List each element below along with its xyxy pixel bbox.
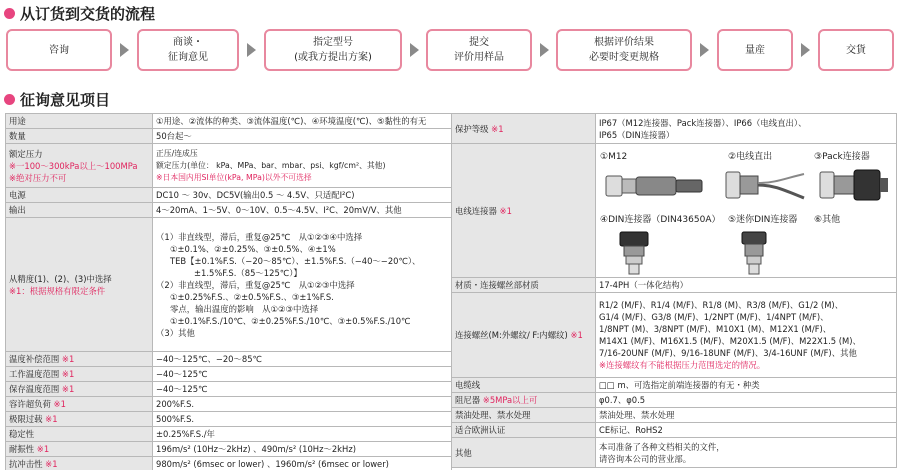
cert-value: CE标记、RoHS2 [596, 423, 897, 438]
cable-value: □□ m、可选指定前端连接器的有无・种类 [596, 378, 897, 393]
spec-row [6, 114, 452, 129]
row-protection [452, 114, 897, 144]
note-mark: ※1 [45, 414, 58, 424]
flow-step-text: 咨询 [49, 44, 69, 56]
prohibit-key: 禁油处理、禁水处理 [452, 408, 596, 423]
note-mark: ※1 [36, 444, 50, 454]
prohibit-value: 禁油处理、禁水处理 [596, 408, 897, 423]
spec-value: ±0.25%F.S./年 [153, 427, 452, 442]
bullet-dot-icon [4, 8, 15, 19]
protection-key: 保护等级 ※1 [452, 114, 596, 144]
flow-step-5 [556, 29, 692, 71]
spec-value: 4～20mA、1～5V、0～10V、0.5～4.5V、I²C、20mV/V、其他 [153, 203, 452, 218]
spec-row [6, 144, 452, 188]
spec-row [6, 412, 452, 427]
connector-key: 电线连接器 ※1 [452, 144, 596, 278]
other-key: 其他 [452, 438, 596, 468]
m12-connector-icon [604, 168, 704, 204]
flow-step-6 [717, 29, 793, 71]
spec-value: 196m/s² (10Hz～2kHz) 、490m/s² (10Hz～2kHz) [153, 442, 452, 457]
spec-key: 耐振性 ※1 [6, 442, 153, 457]
row-damper [452, 393, 897, 408]
spec-row [6, 203, 452, 218]
thread-value: R1/2 (M/F)、R1/4 (M/F)、R1/8 (M)、R3/8 (M/F)、G1/2 (M)、 G1/4 (M/F)、G3/8 (M/F)、1/2NPT (M/F)、1/4NPT (M/F)、 1/8NPT (M)、3/8NPT (M/F)、M10X1 (M)、M12X1 (M/F)、 M14X1 (M/F)、M16X1.5 (M/F)、M20X1.5 (M/F)、M22X1.5 (M)、 7/16-20UNF (M/F)、9/16-18UNF (M/F)、3/4-16UNF (M/F)、其他 ※连接螺纹有不能根据压力范围选定的情况。 [596, 293, 897, 378]
note-mark: ※1 [45, 459, 58, 469]
flow-section-title [4, 3, 155, 24]
spec-key: 极限过载 ※1 [6, 412, 153, 427]
flow-arrow-icon [540, 43, 549, 57]
flow-step-text: 提交 [469, 37, 489, 48]
spec-table-right [451, 113, 897, 468]
connector-m12-label: ①M12 [600, 151, 628, 162]
connector-din-label: ④DIN连接器（DIN43650A） [600, 214, 721, 225]
thread-note: ※连接螺纹有不能根据压力范围选定的情况。 [599, 360, 766, 370]
flow-step-text: 根据评价结果 [594, 37, 654, 48]
note-mark: ※1 [61, 354, 75, 364]
connector-cable-label: ②电线直出 [728, 151, 773, 162]
spec-key: 数量 [6, 129, 153, 144]
connector-minidin-label: ⑤迷你DIN连接器 [728, 214, 798, 225]
connector-value [596, 144, 897, 278]
flow-step-4 [426, 29, 532, 71]
spec-value: 正压/连成压 额定压力(单位： kPa、MPa、bar、mbar、psi、kgf/cm²、其他) ※日本国内用SI单位(kPa, MPa)以外不可选择 [153, 144, 452, 188]
bullet-dot-icon [4, 94, 15, 105]
key-note: ※1：根据规格有限定条件 [9, 285, 106, 296]
spec-key: 抗冲击性 ※1 [6, 457, 153, 470]
spec-key: 工作温度范围 ※1 [6, 367, 153, 382]
flow-step-text: 必要时变更规格 [589, 52, 659, 63]
note-mark: ※1 [53, 399, 66, 409]
flow-arrow-icon [120, 43, 129, 57]
spec-row [6, 397, 452, 412]
spec-key: 温度补偿范围 ※1 [6, 352, 153, 367]
flow-step-text: 指定型号 [313, 37, 353, 48]
flow-step-2 [137, 29, 239, 71]
spec-value: ①用途、②流体的种类、③流体温度(℃)、④环境温度(℃)、⑤黏性的有无 [153, 114, 452, 129]
flow-step-text: (或我方提出方案) [294, 52, 372, 63]
spec-row [6, 188, 452, 203]
spec-row [6, 129, 452, 144]
other-value: 本司准备了各种文档相关的文件， 请咨询本公司的营业部。 [596, 438, 897, 468]
damper-value: φ0.7、φ0.5 [596, 393, 897, 408]
damper-key: 阻尼器 ※5MPa以上可 [452, 393, 596, 408]
thread-key: 连接螺丝(M:外螺纹/ F:内螺纹) ※1 [452, 293, 596, 378]
row-thread [452, 293, 897, 378]
spec-row [6, 457, 452, 470]
order-flow [6, 29, 896, 73]
flow-step-text: 评价用样品 [454, 52, 504, 63]
spec-key: 额定压力 ※一100～300kPa以上～100MPa ※绝对压力不可 [6, 144, 153, 188]
cable-direct-icon [724, 166, 806, 206]
flow-step-1 [6, 29, 112, 71]
spec-row [6, 352, 452, 367]
row-other [452, 438, 897, 468]
row-cable [452, 378, 897, 393]
spec-key: 电源 [6, 188, 153, 203]
spec-value: 200%F.S. [153, 397, 452, 412]
spec-value: 980m/s² (6msec or lower) 、1960m/s² (6msec or lower) [153, 457, 452, 470]
flow-step-text: 量産 [745, 44, 765, 56]
pack-connector-icon [818, 166, 890, 206]
spec-section-title [4, 89, 110, 110]
cable-key: 电缆线 [452, 378, 596, 393]
flow-arrow-icon [410, 43, 419, 57]
spec-key: 保存温度范围 ※1 [6, 382, 153, 397]
row-material [452, 278, 897, 293]
key-note: ※一100～300kPa以上～100MPa [9, 160, 138, 171]
spec-value: 500%F.S. [153, 412, 452, 427]
flow-arrow-icon [247, 43, 256, 57]
spec-row [6, 218, 452, 352]
spec-row [6, 367, 452, 382]
material-value: 17-4PH（一体化结构） [596, 278, 897, 293]
spec-value: −40～125℃ [153, 382, 452, 397]
cert-key: 适合欧洲认证 [452, 423, 596, 438]
row-prohibit [452, 408, 897, 423]
spec-key: 输出 [6, 203, 153, 218]
connector-pack-label: ③Pack连接器 [814, 151, 870, 162]
spec-key: 从精度(1)、(2)、(3)中选择 ※1：根据规格有限定条件 [6, 218, 153, 352]
spec-value: −40～125℃ [153, 367, 452, 382]
flow-step-text: 征询意见 [168, 52, 208, 63]
flow-title-text: 从订货到交货的流程 [20, 5, 156, 23]
connector-other-label: ⑥其他 [814, 214, 841, 225]
spec-value: （1）非直线型，滞后，重复@25℃ 从①②③④中选择 ①±0.1%、②±0.25%、③±0.5%、④±1% TEB【±0.1%F.S.（−20～85℃）、±1.5%F.S.（−40～−20℃）、 ±1.5%F.S.（85～125℃）】 （2）非直线型，滞后，重复@25℃ 从①②③中选择 ①±0.25%F.S.、②±0.5%F.S.、③±1%F.S. 零点，输出温度的影响 从①②③中选择 ①±0.1%F.S./10℃、②±0.25%F.S./10℃、③±0.5%F.S./10℃ （3）其他 [153, 218, 452, 352]
flow-arrow-icon [700, 43, 709, 57]
spec-value: DC10 ～ 30v、DC5V(输出0.5 ～ 4.5V、只适配I²C) [153, 188, 452, 203]
flow-arrow-icon [801, 43, 810, 57]
flow-step-text: 交貨 [846, 44, 866, 56]
din-connector-icon [614, 230, 654, 276]
spec-title-text: 征询意见项目 [20, 91, 111, 109]
protection-value: IP67（M12连接器、Pack连接器）、IP66（电线直出）、 IP65（DIN连接器） [596, 114, 897, 144]
spec-value: 50台起～ [153, 129, 452, 144]
spec-key: 稳定性 [6, 427, 153, 442]
spec-value: −40～125℃、−20～85℃ [153, 352, 452, 367]
flow-step-7 [818, 29, 894, 71]
spec-row [6, 442, 452, 457]
row-cert [452, 423, 897, 438]
spec-row [6, 427, 452, 442]
material-key: 材质・连接螺丝部材质 [452, 278, 596, 293]
flow-step-3 [264, 29, 402, 71]
spec-table-left [5, 113, 452, 470]
flow-step-text: 商谈・ [173, 37, 203, 48]
key-note: ※绝对压力不可 [9, 172, 67, 183]
mini-din-connector-icon [734, 230, 774, 276]
spec-key: 用途 [6, 114, 153, 129]
spec-row [6, 382, 452, 397]
note-mark: ※1 [61, 369, 75, 379]
note-mark: ※1 [61, 384, 75, 394]
spec-key: 容许超负荷 ※1 [6, 397, 153, 412]
row-connector [452, 144, 897, 278]
